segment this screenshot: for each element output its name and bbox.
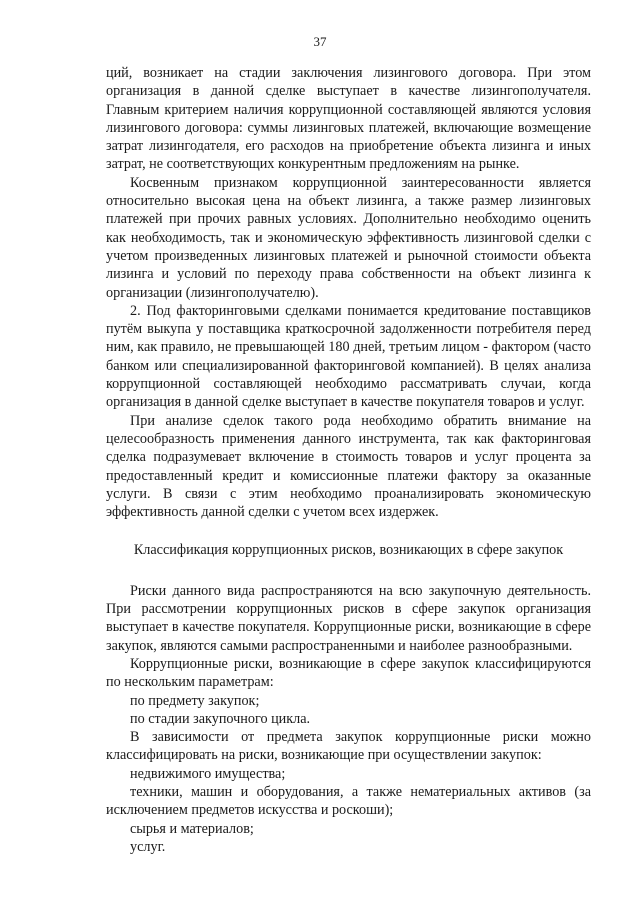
list-item: техники, машин и оборудования, а также нематериальных активов (за исключением предметов искусства и роскоши); — [106, 783, 591, 819]
paragraph-indirect-sign: Косвенным признаком коррупционной заинтересованности является относительно высокая цена на объект лизинга, а также размер лизинговых платежей при прочих равных условиях. Дополнительно необходимо оценить как необходимость, так и экономическую эффективность лизинговой сделки с учетом произведенных лизинговых платежей и рыночной стоимости объекта лизинга и условий по переходу права собственности на объект лизинга к организации (лизингополучателю). — [106, 174, 591, 301]
paragraph-procurement-risks: Риски данного вида распространяются на всю закупочную деятельность. При рассмотрении коррупционных рисков в сфере закупок организация выступает в качестве покупателя. Коррупционные риски, возникающие в сфере закупок, являются самыми распространенными и наиболее разнообразными. — [106, 582, 591, 654]
list-item: по стадии закупочного цикла. — [130, 710, 311, 727]
page-content — [106, 64, 591, 856]
page-number: 37 — [313, 34, 327, 49]
paragraph-leasing-continuation: ций, возникает на стадии заключения лизингового договора. При этом организация в данной сделке выступает в качестве лизингополучателя. Главным критерием наличия коррупционной составляющей являются условия лизингового договора: суммы лизинговых платежей, включающие возмещение затрат лизингодателя, его расходов на приобретение объекта лизинга и иных затрат, не соответствующих конкурентным предложениям на рынке. — [106, 65, 591, 173]
paragraph-factoring-analysis: При анализе сделок такого рода необходимо обратить внимание на целесообразность применения данного инструмента, так как факторинговая сделка подразумевает включение в стоимость товаров и услуг процента за предоставленный кредит и комиссионные платежи фактору за оказанные услуги. В связи с этим необходимо проанализировать экономическую эффективность данной сделки с учетом всех издержек. — [106, 412, 591, 521]
list-item: сырья и материалов; — [130, 820, 254, 837]
paragraph-factoring-definition: 2. Под факторинговыми сделками понимается кредитование поставщиков путём выкупа у поставщика краткосрочной задолженности потребителя перед ним, как правило, не превышающей 180 дней, третьим лицом - фактором (часто банком или специализированной факторинговой компанией). В целях анализа коррупционной составляющей необходимо рассматривать случаи, когда организация в данной сделке выступает в качестве покупателя товаров и услуг. — [106, 302, 591, 411]
list-item: недвижимого имущества; — [130, 765, 286, 782]
list-item: по предмету закупок; — [130, 692, 260, 709]
paragraph-classification-params: Коррупционные риски, возникающие в сфере закупок классифицируются по нескольким параметрам: — [106, 655, 591, 691]
list-item: услуг. — [130, 838, 166, 855]
paragraph-by-subject: В зависимости от предмета закупок коррупционные риски можно классифицировать на риски, возникающие при осуществлении закупок: — [106, 729, 591, 764]
section-heading: Классификация коррупционных рисков, возникающих в сфере закупок — [133, 542, 564, 559]
